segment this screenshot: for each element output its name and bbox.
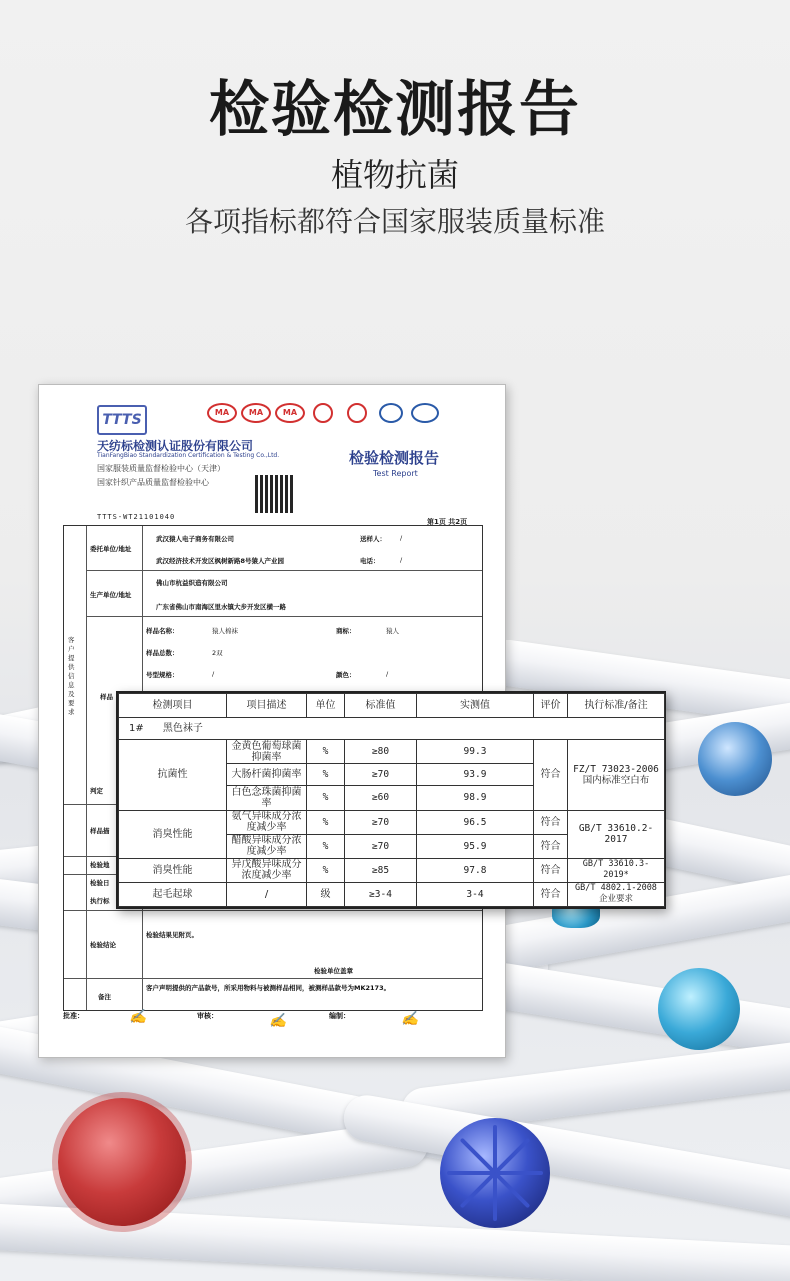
cell-std: GB/T 33610.3-2019* [568, 858, 665, 882]
col-header: 单位 [307, 694, 345, 718]
stamp-text: 检验单位盖章 [314, 967, 353, 975]
cell-standard: ≥70 [345, 810, 417, 834]
sample-color-name: 黑色袜子 [162, 723, 203, 735]
ma-mark-icon: MA [275, 403, 305, 423]
test-date-label: 检验日 [90, 879, 110, 887]
table-row [119, 740, 665, 764]
test-place-label: 检验地 [90, 861, 110, 869]
table-row [119, 810, 665, 834]
conclusion-label: 检验结论 [90, 941, 116, 949]
cell-eval: 符合 [534, 810, 568, 834]
report-title: 检验检测报告 [349, 449, 440, 467]
compiler-signature: ✍ [401, 1011, 419, 1027]
remark-label: 备注 [98, 993, 111, 1001]
table-row [119, 858, 665, 882]
col-header: 实测值 [417, 694, 534, 718]
cnas-mark-icon [411, 403, 439, 423]
sample-desc-label: 样品描 [90, 827, 110, 835]
ttts-logo: TTTS [97, 405, 147, 435]
cell-unit: % [307, 740, 345, 764]
col-header: 评价 [534, 694, 568, 718]
color-label: 颜色： [336, 671, 356, 679]
sample-sender-label: 送样人： [360, 535, 386, 543]
remark: 客户声明提供的产品款号，所采用物料与被测样品相同，被测样品款号为MK2173。 [146, 984, 391, 992]
cell-item: 消臭性能 [119, 810, 227, 858]
cal-mark-icon [347, 403, 367, 423]
standard-label: 执行标 [90, 897, 110, 905]
cell-standard: ≥3-4 [345, 882, 417, 906]
ma-mark-icon: MA [241, 403, 271, 423]
report-code: TTTS-WT21101040 [97, 513, 176, 521]
brand-label: 商标： [336, 627, 356, 635]
cell-std: GB/T 33610.2-2017 [568, 810, 665, 858]
certification-marks [207, 403, 457, 433]
ma-mark-icon: MA [207, 403, 237, 423]
cell-eval: 符合 [534, 740, 568, 810]
brand: 猿人 [386, 627, 399, 635]
cell-unit: % [307, 810, 345, 834]
cell-standard: ≥85 [345, 858, 417, 882]
sample-name: 猿人棉袜 [212, 627, 238, 635]
col-header: 检测项目 [119, 694, 227, 718]
model: / [212, 670, 215, 678]
page-tagline: 各项指标都符合国家服装质量标准 [184, 205, 605, 238]
sample-qty-label: 样品总数： [146, 649, 179, 657]
cell-standard: ≥80 [345, 740, 417, 764]
phone-label: 电话： [360, 557, 380, 565]
cell-eval: 符合 [534, 858, 568, 882]
company-name: 天纺标检测认证股份有限公司 [97, 439, 254, 453]
producer-name: 佛山市杭益织造有限公司 [156, 579, 228, 587]
page-info: 第1页 共2页 [427, 518, 468, 526]
cell-standard: ≥60 [345, 786, 417, 810]
cell-desc: 金黄色葡萄球菌抑菌率 [227, 740, 307, 764]
cell-unit: % [307, 786, 345, 810]
page-title: 检验检测报告 [209, 75, 581, 145]
col-header: 标准值 [345, 694, 417, 718]
cell-eval: 符合 [534, 882, 568, 906]
cell-std: GB/T 4802.1-2008 企业要求 [568, 882, 665, 906]
cell-unit: 级 [307, 882, 345, 906]
report-title-en: Test Report [373, 469, 418, 478]
col-header: 项目描述 [227, 694, 307, 718]
producer-address: 广东省佛山市南海区里水镇大步开发区横一路 [156, 603, 286, 611]
sample-name-label: 样品名称： [146, 627, 179, 635]
sample-cell [119, 718, 665, 740]
table-row [119, 882, 665, 906]
bacteria-icon [58, 1098, 186, 1226]
client-label: 委托单位/地址 [90, 545, 132, 553]
sample-sender: / [400, 534, 403, 542]
cell-value: 93.9 [417, 764, 534, 786]
cell-desc: 氨气异味成分浓度减少率 [227, 810, 307, 834]
qr-code-icon [255, 475, 293, 513]
table-header-row [119, 694, 665, 718]
cell-item: 消臭性能 [119, 858, 227, 882]
color: / [386, 670, 389, 678]
cell-unit: % [307, 834, 345, 858]
approver-signature: ✍ [129, 1009, 147, 1025]
sample-qty: 2双 [212, 649, 223, 657]
conclusion: 检验结果见附页。 [146, 931, 198, 939]
review-label: 审核： [197, 1012, 218, 1020]
cell-value: 96.5 [417, 810, 534, 834]
cal-mark-icon [313, 403, 333, 423]
cell-value: 3-4 [417, 882, 534, 906]
bacteria-icon [658, 968, 740, 1050]
center-name-2: 国家针织产品质量监督检验中心 [97, 478, 209, 487]
cell-item: 起毛起球 [119, 882, 227, 906]
cell-desc: 异戊酸异味成分浓度减少率 [227, 858, 307, 882]
cell-value: 97.8 [417, 858, 534, 882]
client-address: 武汉经济技术开发区枫树新路8号猿人产业园 [156, 557, 285, 565]
sample-number: 1# [129, 723, 144, 735]
phone: / [400, 556, 403, 564]
test-results-table [116, 691, 666, 909]
producer-label: 生产单位/地址 [90, 591, 132, 599]
client-name: 武汉猿人电子商务有限公司 [156, 535, 234, 543]
compile-label: 编制： [329, 1012, 350, 1020]
judge-label: 判定 [90, 787, 103, 795]
cell-eval: 符合 [534, 834, 568, 858]
approve-label: 批准： [63, 1012, 84, 1020]
page-subtitle: 植物抗菌 [330, 156, 459, 194]
col-header: 执行标准/备注 [568, 694, 665, 718]
customer-info-label: 客户提供信息及要求 [68, 636, 75, 716]
center-name-1: 国家服装质量监督检验中心（天津） [97, 464, 225, 473]
bacteria-icon [698, 722, 772, 796]
cell-desc: / [227, 882, 307, 906]
reviewer-signature: ✍ [269, 1013, 287, 1029]
cell-unit: % [307, 858, 345, 882]
virus-icon [440, 1118, 550, 1228]
cell-desc: 白色念珠菌抑菌率 [227, 786, 307, 810]
company-name-en: TianFangBiao Standardization Certification & Testing Co.,Ltd. [97, 452, 280, 459]
cell-value: 95.9 [417, 834, 534, 858]
cell-item: 抗菌性 [119, 740, 227, 810]
cell-desc: 醋酸异味成分浓度减少率 [227, 834, 307, 858]
cell-std: FZ/T 73023-2006 国内标准空白布 [568, 740, 665, 810]
cell-standard: ≥70 [345, 764, 417, 786]
cell-desc: 大肠杆菌抑菌率 [227, 764, 307, 786]
ilac-mark-icon [379, 403, 403, 423]
cell-unit: % [307, 764, 345, 786]
cell-value: 99.3 [417, 740, 534, 764]
cell-value: 98.9 [417, 786, 534, 810]
model-label: 号型规格： [146, 671, 179, 679]
sample-label: 样品 [100, 693, 113, 701]
cell-standard: ≥70 [345, 834, 417, 858]
sample-row [119, 718, 665, 740]
